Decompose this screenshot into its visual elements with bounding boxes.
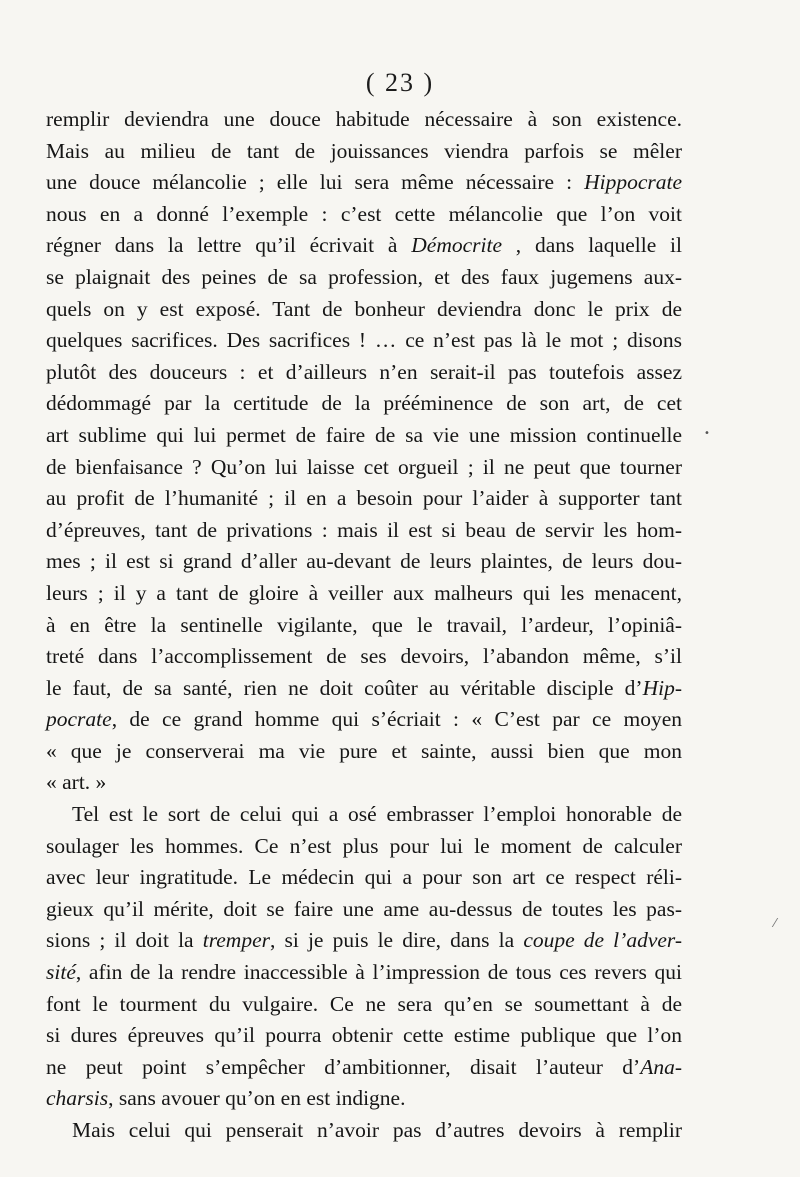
margin-tick: ⁄	[774, 916, 777, 930]
line-text: une douce mélancolie ; elle lui sera même nécessaire :	[46, 170, 585, 195]
text-line	[46, 546, 682, 578]
line-text: , afin de la rendre inaccessible à l’impression de tous ces revers qui	[75, 960, 682, 985]
text-line	[46, 704, 682, 736]
body-text	[46, 104, 682, 1147]
text-line	[46, 673, 682, 705]
line-text: avec leur ingratitude. Le médecin qui a pour son art ce respect réli-	[46, 865, 682, 890]
line-text: , sans avouer qu’on en est indigne.	[108, 1086, 406, 1111]
line-text: plutôt des douceurs : et d’ailleurs n’en serait-il pas toutefois assez	[46, 359, 682, 384]
line-text: font le tourment du vulgaire. Ce ne sera qu’en se soumettant à de	[46, 991, 682, 1016]
italic-text: sité	[46, 960, 76, 985]
line-text: si dures épreuves qu’il pourra obtenir cette estime publique que l’on	[46, 1023, 682, 1048]
text-line	[46, 483, 682, 515]
text-line	[46, 167, 682, 199]
line-text: Mais au milieu de tant de jouissances viendra parfois se mêler	[46, 138, 682, 163]
text-line	[46, 262, 682, 294]
line-text: ne peut point s’empêcher d’ambitionner, disait l’auteur d’	[46, 1054, 641, 1079]
line-text: gieux qu’il mérite, doit se faire une ame au-dessus de toutes les pas-	[46, 896, 682, 921]
italic-text: Démocrite	[411, 233, 502, 258]
text-line	[46, 862, 682, 894]
line-text: mes ; il est si grand d’aller au-devant de leurs plaintes, de leurs dou-	[46, 549, 682, 574]
text-line	[46, 199, 682, 231]
text-line	[46, 357, 682, 389]
text-line	[46, 1115, 682, 1147]
line-text: se plaignait des peines de sa profession, et des faux jugemens aux-	[46, 264, 682, 289]
text-line	[46, 294, 682, 326]
line-text: « que je conserverai ma vie pure et sainte, aussi bien que mon	[46, 738, 682, 763]
text-line	[46, 831, 682, 863]
text-line	[46, 452, 682, 484]
text-line	[46, 230, 682, 262]
text-line	[46, 767, 682, 799]
line-text: « art. »	[46, 770, 107, 795]
text-line	[46, 104, 682, 136]
italic-text: pocrate	[46, 707, 112, 732]
line-text: treté dans l’accomplissement de ses devoirs, l’abandon même, s’il	[46, 644, 682, 669]
line-text: Mais celui qui penserait n’avoir pas d’autres devoirs à remplir	[72, 1118, 682, 1142]
line-text: au profit de l’humanité ; il en a besoin pour l’aider à supporter tant	[46, 486, 682, 511]
text-line	[46, 894, 682, 926]
line-text: remplir deviendra une douce habitude nécessaire à son existence.	[46, 107, 682, 131]
line-text: dédommagé par la certitude de la prééminence de son art, de cet	[46, 391, 682, 416]
line-text: de bienfaisance ? Qu’on lui laisse cet orgueil ; il ne peut que tourner	[46, 454, 682, 479]
line-text: à en être la sentinelle vigilante, que le travail, l’ardeur, l’opiniâ-	[46, 612, 682, 637]
page-number: ( 23 )	[365, 68, 435, 97]
text-line	[46, 641, 682, 673]
italic-text: charsis	[46, 1086, 109, 1111]
italic-text: Ana-	[640, 1054, 682, 1079]
text-line	[46, 610, 682, 642]
line-text: sions ; il doit la	[46, 928, 203, 953]
line-text: Tel est le sort de celui qui a osé embrasser l’emploi honorable de	[72, 802, 682, 827]
line-text: , si je puis le dire, dans la	[270, 928, 524, 953]
line-text: le faut, de sa santé, rien ne doit coûter au véritable disciple d’	[46, 675, 643, 700]
line-text: régner dans la lettre qu’il écrivait à	[46, 233, 412, 258]
italic-text: Hippocrate	[584, 170, 682, 195]
line-text: soulager les hommes. Ce n’est plus pour lui le moment de calculer	[46, 833, 682, 858]
text-line	[46, 420, 682, 452]
text-line	[46, 1052, 682, 1084]
text-line	[46, 325, 682, 357]
text-line	[46, 925, 682, 957]
line-text: quels on y est exposé. Tant de bonheur deviendra donc le prix de	[46, 296, 682, 321]
text-line	[46, 578, 682, 610]
text-line	[46, 989, 682, 1021]
text-line	[46, 736, 682, 768]
line-text: art sublime qui lui permet de faire de sa vie une mission continuelle	[46, 422, 682, 447]
line-text: d’épreuves, tant de privations : mais il est si beau de servir les hom-	[46, 517, 682, 542]
italic-text: coupe de l’adver-	[523, 928, 683, 953]
text-line	[46, 799, 682, 831]
text-line	[46, 1083, 682, 1115]
italic-text: Hip-	[642, 675, 682, 700]
line-text: quelques sacrifices. Des sacrifices ! … ce n’est pas là le mot ; disons	[46, 328, 682, 353]
text-line	[46, 957, 682, 989]
line-text: leurs ; il y a tant de gloire à veiller aux malheurs qui les menacent,	[46, 580, 682, 605]
text-line	[46, 515, 682, 547]
text-line	[46, 388, 682, 420]
margin-dot: •	[704, 428, 710, 439]
line-text: , dans laquelle il	[502, 233, 683, 258]
line-text: , de ce grand homme qui s’écriait : « C’est par ce moyen	[111, 707, 682, 732]
line-text: nous en a donné l’exemple : c’est cette mélancolie que l’on voit	[46, 201, 682, 226]
text-line	[46, 1020, 682, 1052]
text-line	[46, 136, 682, 168]
italic-text: tremper	[202, 928, 270, 953]
